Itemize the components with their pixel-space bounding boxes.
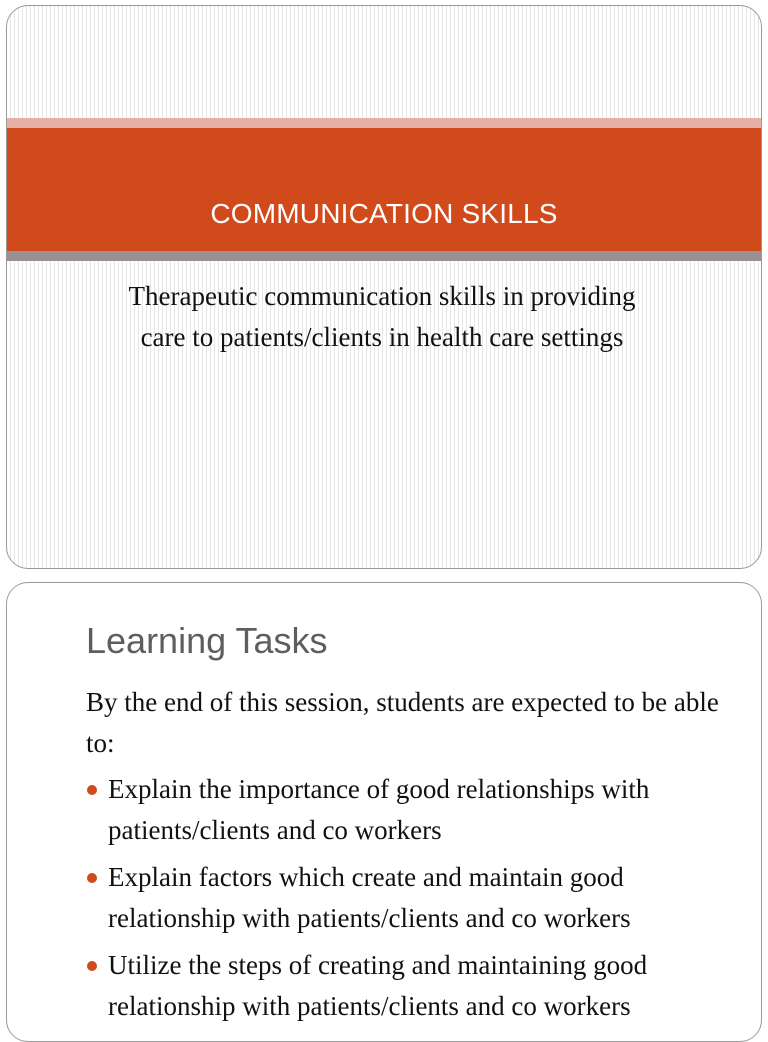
slide-title: COMMUNICATION SKILLS <box>210 198 558 229</box>
bullet-list <box>86 769 746 1033</box>
bullet-item <box>86 945 746 1027</box>
title-band-top-stripe <box>7 118 761 128</box>
bullet-item <box>86 769 746 851</box>
title-slide <box>6 5 762 569</box>
bullet-dot-icon <box>87 785 97 795</box>
bullet-text: Explain the importance of good relationships with patients/clients and co workers <box>108 774 650 845</box>
bullet-text: Utilize the steps of creating and maintaining good relationship with patients/clients and co workers <box>108 950 648 1021</box>
bullet-dot-icon <box>87 873 97 883</box>
intro-text: By the end of this session, students are expected to be able to: <box>86 687 719 758</box>
slide-heading: Learning Tasks <box>86 620 328 661</box>
slide-subtitle: Therapeutic communication skills in providing care to patients/clients in health care settings <box>128 281 636 352</box>
bullet-dot-icon <box>87 961 97 971</box>
title-band-bottom-stripe <box>7 251 761 261</box>
learning-tasks-slide <box>6 582 762 1042</box>
bullet-text: Explain factors which create and maintain good relationship with patients/clients and co workers <box>108 862 631 933</box>
bullet-item <box>86 857 746 939</box>
